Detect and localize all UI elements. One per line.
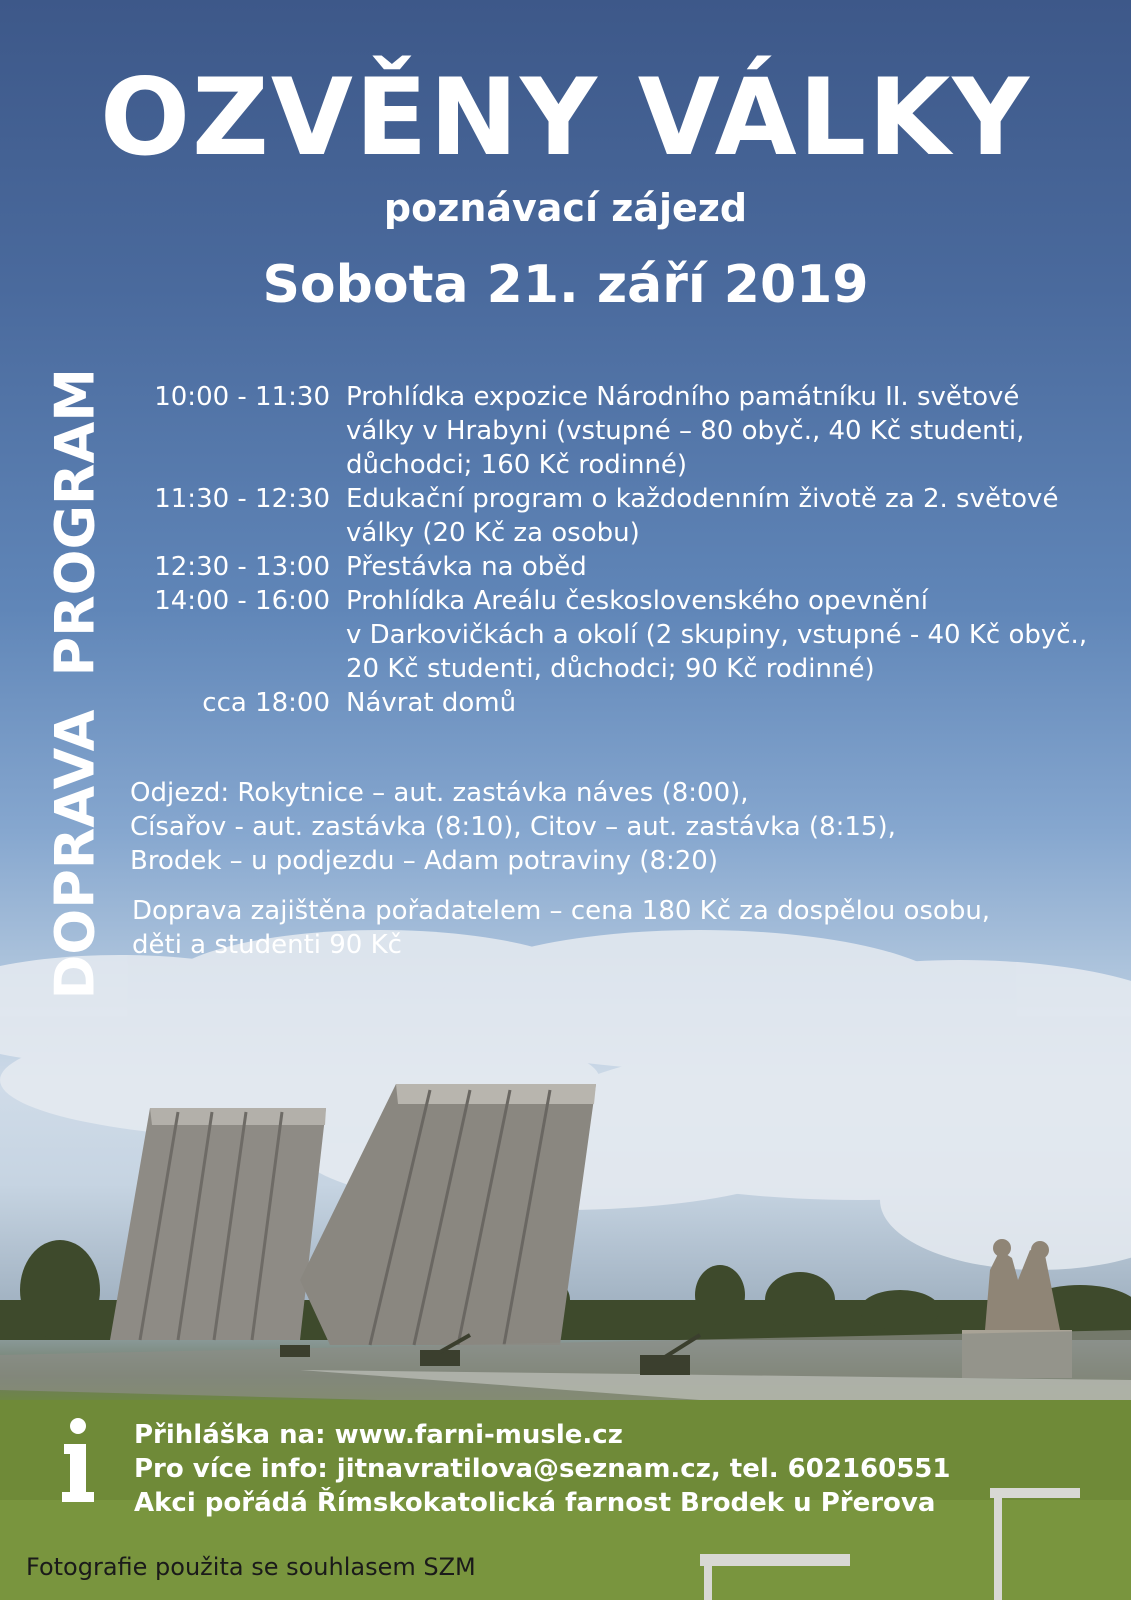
program-item [134, 584, 1104, 686]
transport-section-label: DOPRAVA [43, 709, 107, 1000]
photo-credit: Fotografie použita se souhlasem SZM [26, 1553, 476, 1581]
program-time: 11:30 - 12:30 [154, 484, 330, 514]
program-description: Prohlídka Areálu československého opevnění v Darkovičkách a okolí (2 skupiny, vstupné - 40 Kč obyč., 20 Kč studenti, důchodci; 90 Kč rodinné) [346, 586, 1088, 684]
program-time: cca 18:00 [202, 688, 330, 718]
program-list [134, 380, 1104, 720]
contact-info: Pro více info: jitnavratilova@seznam.cz, tel. 602160551 [134, 1454, 951, 1484]
program-description: Návrat domů [346, 688, 517, 718]
departure-info: Odjezd: Rokytnice – aut. zastávka náves (8:00), Císařov - aut. zastávka (8:10), Citov – aut. zastávka (8:15), Brodek – u podjezdu – Adam potraviny (8:20) [130, 778, 896, 876]
poster-subtitle: poznávací zájezd [383, 186, 748, 230]
info-icon [56, 1418, 100, 1508]
program-item [134, 550, 1104, 584]
program-time: 14:00 - 16:00 [154, 586, 330, 616]
program-item [134, 380, 1104, 482]
poster-title: OZVĚNY VÁLKY [99, 56, 1032, 179]
program-description: Prohlídka expozice Národního památníku II. světové války v Hrabyni (vstupné – 80 obyč., 40 Kč studenti, důchodci; 160 Kč rodinné) [346, 382, 1025, 480]
event-date: Sobota 21. září 2019 [262, 255, 869, 315]
program-time: 10:00 - 11:30 [154, 382, 330, 412]
info-block [134, 1418, 1034, 1520]
transport-price-info: Doprava zajištěna pořadatelem – cena 180 Kč za dospělou osobu, děti a studenti 90 Kč [132, 896, 991, 960]
program-item [134, 686, 1104, 720]
registration-info: Přihláška na: www.farni-musle.cz [134, 1420, 623, 1450]
program-item [134, 482, 1104, 550]
program-section-label: PROGRAM [43, 368, 107, 677]
program-time: 12:30 - 13:00 [154, 552, 330, 582]
program-description: Edukační program o každodenním životě za 2. světové války (20 Kč za osobu) [346, 484, 1059, 548]
program-description: Přestávka na oběd [346, 552, 587, 582]
organizer-info: Akci pořádá Římskokatolická farnost Brodek u Přerova [134, 1488, 936, 1518]
